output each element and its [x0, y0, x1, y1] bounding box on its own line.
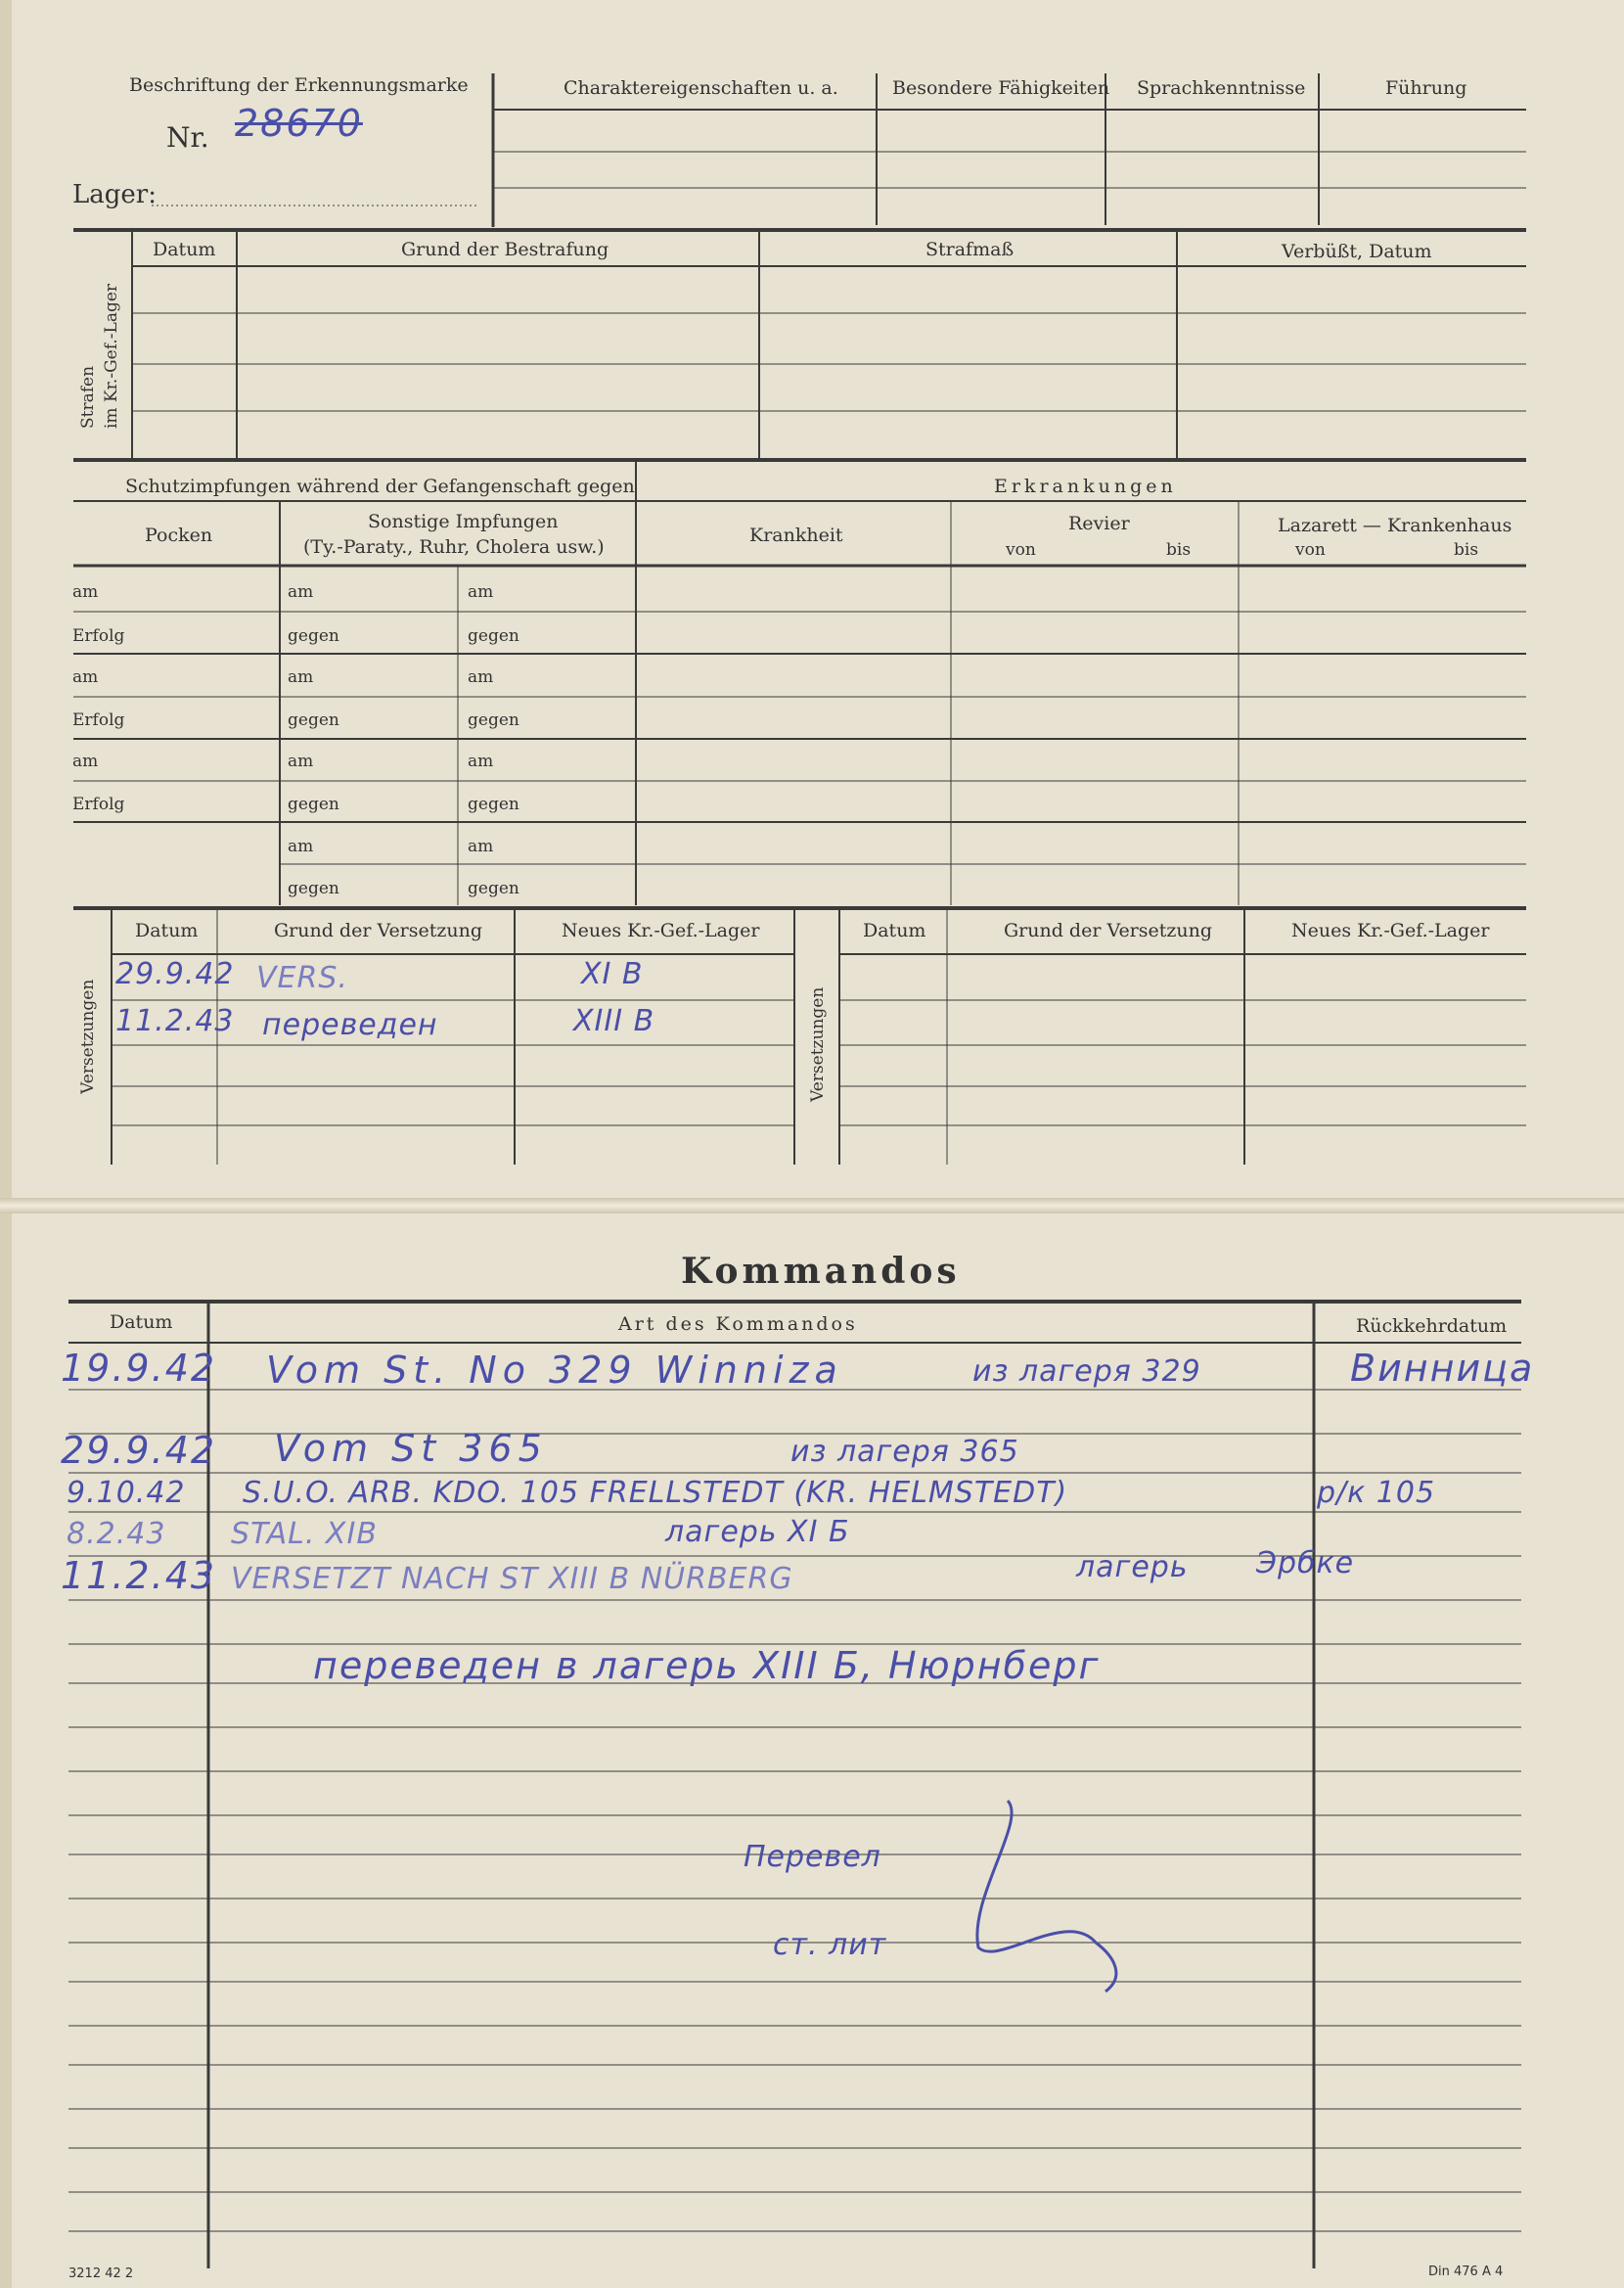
komm-row-3-datum: 9.10.42	[67, 1476, 186, 1510]
vers-row-1-lager: XI B	[581, 957, 644, 991]
sonst-gegen-1b: gegen	[468, 626, 519, 646]
pocken-erfolg-3: Erfolg	[72, 795, 125, 814]
komm-row-5-rueck: Эрбке	[1256, 1546, 1355, 1580]
vers-row-1-datum: 29.9.42	[115, 957, 235, 991]
strafen-side-label-1: Strafen	[78, 365, 98, 429]
vers-col-datum-right: Datum	[863, 920, 926, 941]
komm-row-5-ru: лагерь	[1076, 1550, 1189, 1584]
strafen-col-grund: Grund der Bestrafung	[401, 239, 609, 260]
sonst-am-1a: am	[288, 582, 314, 602]
impf-col-sonstige-2: (Ty.-Paraty., Ruhr, Cholera usw.)	[303, 536, 605, 558]
footer-form-number: 3212 42 2	[68, 2266, 134, 2281]
erkr-revier-bis: bis	[1166, 540, 1192, 560]
col-fuehrung: Führung	[1385, 77, 1467, 99]
komm-col-rueck: Rückkehrdatum	[1356, 1315, 1508, 1337]
vers-col-grund-right: Grund der Versetzung	[1004, 920, 1213, 941]
komm-col-datum: Datum	[110, 1311, 173, 1333]
vers-row-2-datum: 11.2.43	[115, 1004, 235, 1038]
erkr-col-lazarett: Lazarett — Krankenhaus	[1278, 515, 1512, 536]
erkr-col-krankheit: Krankheit	[749, 525, 843, 546]
sonst-gegen-2b: gegen	[468, 710, 519, 730]
strafen-col-verbuesst: Verbüßt, Datum	[1282, 241, 1432, 262]
col-sprach: Sprachkenntnisse	[1137, 77, 1306, 99]
komm-row-1-datum: 19.9.42	[61, 1347, 217, 1390]
sonst-am-4b: am	[468, 837, 494, 856]
erkr-lazarett-von: von	[1295, 540, 1326, 560]
erkr-revier-von: von	[1006, 540, 1036, 560]
vers-col-lager-right: Neues Kr.-Gef.-Lager	[1291, 920, 1490, 941]
sonst-gegen-4a: gegen	[288, 879, 339, 898]
pocken-am-1: am	[72, 582, 99, 602]
sonst-gegen-3a: gegen	[288, 795, 339, 814]
komm-note: переведен в лагерь XIII Б, Нюрнберг	[313, 1644, 1101, 1687]
impf-title: Schutzimpfungen während der Gefangenschaft gegen	[125, 476, 635, 497]
vers-row-2-lager: XIII B	[573, 1004, 655, 1038]
komm-row-1-art: Vom St. No 329 Winniza	[266, 1349, 843, 1392]
erkr-lazarett-bis: bis	[1454, 540, 1479, 560]
versetzungen-side-right: Versetzungen	[808, 986, 828, 1102]
nr-value: 28670	[235, 102, 363, 145]
erkennungsmarke-label: Beschriftung der Erkennungsmarke	[129, 74, 469, 96]
strafen-side-label-2: im Kr.-Gef.-Lager	[102, 283, 121, 429]
komm-row-4-art: STAL. XIB	[231, 1517, 378, 1551]
komm-row-3-art: S.U.O. ARB. KDO. 105 FRELLSTEDT (KR. HELMSTEDT)	[243, 1476, 1068, 1510]
sonst-gegen-2a: gegen	[288, 710, 339, 730]
signature-stroke	[977, 1801, 1116, 1991]
lager-label: Lager:	[72, 180, 157, 209]
strafen-col-datum: Datum	[153, 239, 216, 260]
sonst-gegen-4b: gegen	[468, 879, 519, 898]
komm-row-3-rueck: р/к 105	[1317, 1476, 1436, 1510]
strafen-col-strafmass: Strafmaß	[925, 239, 1015, 260]
komm-row-2-ru: из лагеря 365	[790, 1435, 1019, 1469]
sonst-am-2b: am	[468, 667, 494, 687]
erkrankungen-title: Erkrankungen	[994, 476, 1177, 497]
sonst-am-2a: am	[288, 667, 314, 687]
footer-din: Din 476 A 4	[1428, 2265, 1504, 2279]
vers-row-1-grund: VERS.	[256, 961, 348, 995]
impf-col-pocken: Pocken	[145, 525, 213, 546]
nr-label: Nr.	[166, 121, 209, 154]
komm-signature-1: Перевел	[744, 1840, 881, 1874]
sonst-gegen-1a: gegen	[288, 626, 339, 646]
pocken-am-3: am	[72, 752, 99, 771]
col-charakter: Charaktereigenschaften u. a.	[564, 77, 838, 99]
komm-row-5-art: VERSETZT NACH ST XIII B NÜRBERG	[231, 1562, 793, 1596]
komm-row-2-datum: 29.9.42	[61, 1429, 217, 1472]
sonst-gegen-3b: gegen	[468, 795, 519, 814]
sonst-am-3b: am	[468, 752, 494, 771]
versetzungen-side-left: Versetzungen	[78, 979, 98, 1094]
vers-col-lager-left: Neues Kr.-Gef.-Lager	[562, 920, 760, 941]
col-faehigkeiten: Besondere Fähigkeiten	[892, 77, 1110, 99]
pocken-erfolg-2: Erfolg	[72, 710, 125, 730]
pocken-am-2: am	[72, 667, 99, 687]
komm-signature-2: ст. лит	[773, 1928, 887, 1962]
komm-row-4-ru: лагерь XI Б	[665, 1515, 850, 1549]
komm-row-5-datum: 11.2.43	[61, 1554, 217, 1597]
impf-col-sonstige-1: Sonstige Impfungen	[368, 511, 559, 532]
sonst-am-1b: am	[468, 582, 494, 602]
pocken-erfolg-1: Erfolg	[72, 626, 125, 646]
vers-col-grund-left: Grund der Versetzung	[274, 920, 483, 941]
erkr-col-revier: Revier	[1068, 513, 1130, 534]
komm-row-2-art: Vom St 365	[274, 1427, 548, 1470]
vers-col-datum-left: Datum	[135, 920, 199, 941]
sonst-am-3a: am	[288, 752, 314, 771]
kommandos-title: Kommandos	[681, 1251, 961, 1292]
sonst-am-4a: am	[288, 837, 314, 856]
komm-col-art: Art des Kommandos	[618, 1313, 858, 1335]
vers-row-2-grund: переведен	[262, 1008, 438, 1042]
komm-row-4-datum: 8.2.43	[67, 1517, 166, 1551]
komm-row-1-ru: из лагеря 329	[972, 1354, 1201, 1389]
komm-row-1-rueck: Винница	[1350, 1347, 1535, 1390]
